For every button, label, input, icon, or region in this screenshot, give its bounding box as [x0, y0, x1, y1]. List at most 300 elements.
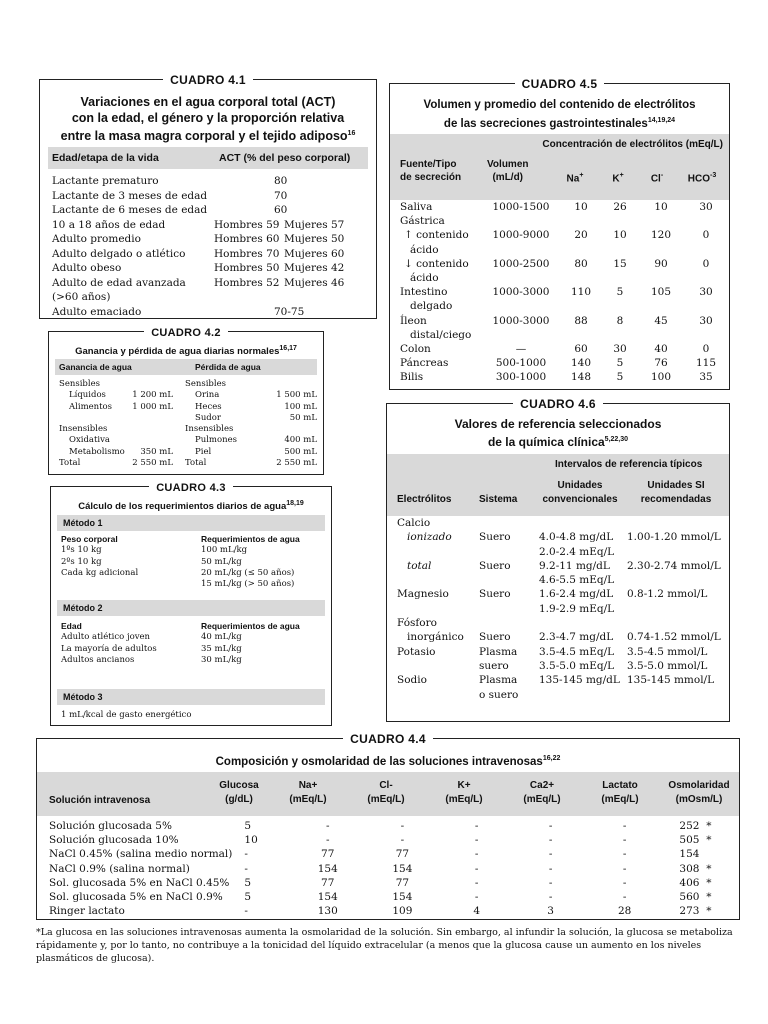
- column-header-line: K+: [457, 780, 471, 791]
- table-cell: 10: [244, 834, 258, 847]
- table-cell: -: [325, 820, 330, 832]
- table-cell: [259, 379, 317, 390]
- table-cell: 76: [654, 357, 668, 370]
- table-cell: Hombres 60: [214, 233, 280, 245]
- table-cell: 500 mL: [284, 446, 317, 457]
- table-cell: 45: [654, 314, 668, 327]
- osmolarity-value: 308: [679, 862, 700, 875]
- table-cell: 3.5-4.5 mEq/L: [539, 645, 615, 658]
- table-cell: Metabolismo: [69, 446, 125, 457]
- table-cell: Mujeres 50: [284, 233, 345, 245]
- table-cell: Adulto delgado o atlético: [52, 247, 186, 260]
- table-cell: -: [548, 876, 553, 889]
- table-cell: 1 500 mL: [276, 390, 317, 401]
- table-cell: 70-75: [274, 305, 305, 318]
- table-cell: (>60 años): [52, 291, 111, 303]
- table-cell: distal/ciego: [410, 328, 472, 341]
- table-cell: 2 550 mL: [132, 458, 173, 469]
- table-4-2-title: Ganancia y pérdida de agua diarias normales$^{16,17}$: [75, 345, 297, 358]
- table-cell: [627, 688, 727, 702]
- table-cell: [539, 688, 627, 702]
- table-cell: 135-145 mg/dL: [539, 674, 620, 687]
- table-row: [52, 203, 372, 218]
- table-cell: Adultos ancianos: [61, 654, 135, 665]
- table-cell: ácido: [410, 243, 439, 256]
- table-cell: [640, 299, 682, 313]
- column-header: [269, 779, 347, 807]
- table-cell: [284, 290, 372, 305]
- table-cell: Alimentos: [69, 401, 113, 412]
- table-row: [52, 232, 372, 247]
- table-cell: [627, 616, 727, 630]
- table-row: [49, 876, 729, 890]
- table-cell: [682, 243, 730, 257]
- table-cell: 400 mL: [284, 435, 317, 446]
- table-cell: [480, 214, 562, 228]
- table-cell: 90: [654, 257, 668, 270]
- table-cell: [479, 616, 539, 630]
- table-row: [397, 559, 727, 573]
- column-header: [581, 779, 659, 807]
- table-row: [397, 587, 727, 601]
- table-cell: [480, 243, 562, 257]
- table-cell: Adulto promedio: [52, 233, 141, 245]
- method-2-bar: Método 2: [57, 600, 325, 616]
- table-cell: -: [622, 820, 627, 832]
- table-4-4-caption: CUADRO 4.4: [37, 730, 739, 747]
- table-cell: 5: [616, 371, 624, 384]
- table-4-1-header: Edad/etapa de la vida ACT (% del peso corporal): [48, 147, 368, 169]
- table-cell: Solución glucosada 10%: [49, 834, 179, 847]
- col-na: Na+: [566, 172, 584, 185]
- table-cell: [627, 545, 727, 559]
- table-cell: suero: [479, 659, 509, 672]
- col-cl: Cl-: [650, 172, 664, 185]
- table-cell: 10: [613, 229, 627, 242]
- table-cell: Suero: [479, 588, 511, 601]
- table-cell: Gástrica: [400, 215, 445, 228]
- table-row: [400, 214, 730, 228]
- table-cell: [129, 413, 181, 424]
- table-cell: 1000-3000: [492, 286, 550, 299]
- table-cell: 0: [702, 257, 710, 270]
- table-cell: 100 mL: [284, 401, 317, 412]
- table-cell: o suero: [479, 688, 519, 701]
- table-cell: Requerimientos de agua: [201, 534, 300, 544]
- table-cell: 30: [699, 314, 713, 327]
- column-header-unit: (mEq/L): [601, 794, 639, 805]
- table-row: [400, 271, 730, 285]
- table-cell: 5: [244, 876, 252, 889]
- table-cell: -: [244, 862, 248, 875]
- table-cell: Íleon: [400, 314, 427, 327]
- osmolarity-cell: [662, 862, 729, 876]
- table-row: [61, 632, 321, 643]
- table-4-1: [39, 73, 377, 319]
- table-cell: Hombres 50: [214, 262, 280, 274]
- table-4-5-caption: CUADRO 4.5: [390, 75, 729, 92]
- table-4-1-title: Variaciones en el agua corporal total (ACT) con la edad, el género y la proporción relativa entre la masa magra corporal y el tejido adiposo$^{16}$: [60, 95, 356, 144]
- table-4-3: [50, 482, 332, 726]
- table-cell: [129, 379, 181, 390]
- table-4-1-body: [52, 174, 372, 319]
- table-cell: 154: [317, 862, 338, 875]
- table-cell: 77: [395, 876, 410, 889]
- table-row: [400, 200, 730, 214]
- table-cell: 15 mL/kg (> 50 años): [201, 579, 295, 590]
- table-cell: 1000-9000: [492, 229, 550, 242]
- table-cell: 154: [392, 891, 413, 904]
- table-cell: [480, 299, 562, 313]
- table-cell: [627, 573, 727, 587]
- table-row: [49, 819, 729, 833]
- table-4-3-title: Cálculo de los requerimientos diarios de agua$^{18,19}$: [78, 500, 304, 513]
- table-cell: -: [622, 862, 627, 875]
- table-cell: Total: [59, 458, 81, 469]
- table-cell: Lactante de 6 meses de edad: [52, 204, 208, 216]
- table-4-1-caption: CUADRO 4.1: [40, 71, 376, 88]
- column-header: [209, 779, 269, 807]
- table-4-6: [386, 397, 730, 722]
- table-cell: [539, 616, 627, 630]
- column-header: [347, 779, 425, 807]
- table-cell: 8: [616, 314, 624, 327]
- table-cell: 2.3-4.7 mg/dL: [539, 631, 614, 644]
- table-cell: Adulto obeso: [52, 262, 122, 274]
- table-row: [400, 314, 730, 328]
- table-cell: 70: [274, 189, 288, 202]
- column-header-line: Solución intravenosa: [49, 795, 151, 806]
- table-cell: -: [244, 848, 248, 861]
- table-row: [59, 447, 317, 458]
- table-cell: —: [515, 343, 527, 356]
- table-cell: 4.6-5.5 mEq/L: [539, 574, 615, 587]
- osmolarity-cell: [662, 890, 729, 904]
- table-row: [52, 261, 372, 276]
- table-cell: 109: [392, 905, 413, 918]
- table-row: [59, 435, 317, 446]
- table-4-2-header: Ganancia de agua Pérdida de agua: [55, 359, 317, 375]
- osmolarity-cell: [662, 833, 729, 847]
- table-cell: [397, 688, 479, 702]
- table-cell: 120: [650, 229, 672, 242]
- table-cell: 50 mL: [289, 412, 317, 423]
- osmolarity-value: 252: [679, 820, 700, 832]
- table-row: [59, 390, 317, 401]
- table-cell: 5: [244, 891, 252, 904]
- table-cell: Lactante prematuro: [52, 175, 159, 187]
- osmolarity-value: 154: [679, 848, 700, 861]
- table-4-5-body: [400, 200, 730, 385]
- table-cell: -: [622, 834, 627, 847]
- footnote-marker: *: [706, 905, 712, 918]
- col-hco3: $HCO^{-3}$: [687, 172, 717, 185]
- table-row: [61, 557, 321, 568]
- table-cell: [627, 602, 727, 616]
- table-cell: -: [400, 820, 405, 832]
- table-row: [397, 573, 727, 587]
- table-cell: Mujeres 42: [284, 262, 345, 274]
- column-header: [49, 794, 209, 808]
- table-4-5: [389, 77, 730, 390]
- table-cell: -: [622, 891, 627, 904]
- method-1-bar: Método 1: [57, 515, 325, 531]
- table-cell: 15: [613, 257, 627, 270]
- table-4-4: [36, 732, 740, 920]
- table-cell: -: [622, 848, 627, 861]
- table-cell: 300-1000: [495, 371, 547, 384]
- table-cell: Sensibles: [59, 379, 100, 389]
- column-header-unit: (mEq/L): [445, 794, 483, 805]
- table-cell: Suero: [479, 559, 511, 572]
- table-cell: Total: [185, 458, 207, 469]
- table-cell: [214, 290, 284, 305]
- table-cell: Edad: [61, 621, 82, 631]
- table-cell: -: [622, 876, 627, 889]
- table-row: [49, 862, 729, 876]
- table-cell: NaCl 0.45% (salina medio normal): [49, 848, 233, 861]
- table-row: [397, 630, 727, 644]
- table-cell: 1.9-2.9 mEq/L: [539, 602, 615, 615]
- table-cell: 30: [613, 343, 627, 356]
- osmolarity-cell: [662, 847, 729, 861]
- table-cell: delgado: [410, 300, 453, 313]
- table-row: [52, 276, 372, 291]
- table-cell: Orina: [195, 390, 220, 401]
- table-row: [400, 328, 730, 342]
- table-4-6-header: Intervalos de referencia típicos Electrólitos Sistema Unidades convencionales Unidades SI recomendadas: [387, 454, 729, 516]
- table-row: [400, 342, 730, 356]
- table-cell: 1000-1500: [492, 201, 550, 213]
- table-cell: [479, 516, 539, 530]
- table-cell: -: [548, 834, 553, 847]
- table-cell: [129, 435, 181, 446]
- table-cell: 9.2-11 mg/dL: [539, 559, 610, 572]
- table-cell: [129, 424, 181, 435]
- table-row: [49, 847, 729, 861]
- table-cell: [640, 214, 682, 228]
- table-cell: 0: [702, 229, 710, 242]
- table-cell: [682, 328, 730, 342]
- osmolarity-value: 505: [679, 834, 700, 847]
- table-row: [61, 655, 321, 666]
- table-row: [397, 545, 727, 559]
- table-cell: Piel: [195, 446, 212, 457]
- table-cell: 154: [392, 862, 413, 875]
- table-cell: [682, 271, 730, 285]
- table-cell: -: [548, 862, 553, 875]
- table-cell: 1.00-1.20 mmol/L: [627, 531, 721, 544]
- column-header: [503, 779, 581, 807]
- table-cell: Sol. glucosada 5% en NaCl 0.9%: [49, 891, 223, 904]
- table-cell: Plasma: [479, 674, 518, 687]
- table-row: [397, 673, 727, 687]
- table-row: [400, 370, 730, 384]
- table-row: [49, 904, 729, 918]
- table-row: [59, 379, 317, 390]
- table-cell: Insensibles: [59, 424, 108, 435]
- table-4-5-title: Volumen y promedio del contenido de electrólitos de las secreciones gastrointestinales$^{14,19,24}$: [423, 99, 696, 130]
- table-cell: 40 mL/kg: [201, 632, 242, 643]
- table-row: [52, 290, 372, 305]
- table-cell: 30: [699, 201, 713, 213]
- table-cell: 40: [654, 343, 668, 356]
- osmolarity-cell: [662, 904, 729, 918]
- table-cell: 88: [574, 314, 588, 327]
- table-row: [61, 568, 321, 579]
- table-row: [400, 285, 730, 299]
- table-cell: [600, 271, 640, 285]
- table-row: [400, 356, 730, 370]
- osmolarity-value: 406: [679, 876, 700, 889]
- table-cell: Mujeres 60: [284, 247, 345, 260]
- table-cell: 130: [317, 905, 338, 918]
- table-cell: 4: [473, 905, 481, 918]
- table-cell: 0: [702, 343, 710, 356]
- table-cell: Líquidos: [69, 390, 106, 401]
- table-4-6-title: Valores de referencia seleccionados de la química clínica$^{5,22,30}$: [454, 417, 662, 449]
- table-cell: 1 200 mL: [132, 390, 173, 401]
- table-cell: [640, 243, 682, 257]
- table-cell: 2.0-2.4 mEq/L: [539, 545, 615, 558]
- table-cell: La mayoría de adultos: [61, 643, 157, 654]
- table-cell: Calcio: [397, 517, 431, 529]
- table-cell: Ringer lactato: [49, 905, 125, 918]
- table-cell: -: [474, 820, 479, 832]
- column-header-unit: (mEq/L): [289, 794, 327, 805]
- table-4-4-body: [49, 819, 729, 918]
- table-row: [61, 644, 321, 655]
- table-row: [397, 659, 727, 673]
- table-cell: -: [548, 820, 553, 832]
- osmolarity-cell: [662, 876, 729, 890]
- table-cell: 100 mL/kg: [201, 545, 248, 556]
- table-cell: Peso corporal: [61, 534, 118, 544]
- table-4-6-body: [397, 516, 727, 702]
- table-cell: -: [474, 891, 479, 904]
- table-cell: 60: [574, 343, 588, 356]
- table-cell: [562, 299, 600, 313]
- osmolarity-value: 273: [679, 905, 700, 918]
- table-row: [59, 402, 317, 413]
- table-cell: 1ºs 10 kg: [61, 545, 102, 556]
- table-cell: [627, 516, 727, 530]
- table-cell: [479, 573, 539, 587]
- table-cell: [397, 573, 479, 587]
- table-cell: Potasio: [397, 645, 436, 658]
- col-k: K+: [612, 172, 624, 185]
- table-cell: Páncreas: [400, 357, 449, 370]
- table-4-4-header: [37, 772, 739, 816]
- table-cell: 5: [616, 357, 624, 370]
- footnote-marker: *: [706, 891, 712, 904]
- table-cell: [562, 243, 600, 257]
- table-cell: -: [474, 862, 479, 875]
- table-cell: -: [548, 848, 553, 861]
- table-cell: Solución glucosada 5%: [49, 820, 172, 832]
- table-cell: 0.8-1.2 mmol/L: [627, 588, 708, 601]
- table-cell: [61, 579, 201, 590]
- table-row: [61, 534, 321, 545]
- table-cell: [397, 545, 479, 559]
- table-cell: [600, 328, 640, 342]
- table-cell: Hombres 59: [214, 218, 280, 231]
- table-cell: 1 000 mL: [132, 401, 173, 412]
- table-cell: 1.6-2.4 mg/dL: [539, 588, 614, 601]
- table-cell: -: [244, 905, 248, 918]
- table-cell: [562, 214, 600, 228]
- table-row: [52, 218, 372, 233]
- table-cell: Magnesio: [397, 588, 449, 601]
- table-cell: [539, 516, 627, 530]
- method-2-table: [61, 621, 321, 666]
- table-cell: 28: [618, 905, 632, 918]
- table-cell: Adulto atlético joven: [61, 632, 151, 643]
- table-cell: Sodio: [397, 674, 427, 687]
- table-cell: inorgánico: [407, 631, 464, 644]
- table-cell: 10: [574, 201, 588, 213]
- footnote-marker: *: [706, 876, 712, 889]
- table-cell: [479, 545, 539, 559]
- table-cell: 77: [321, 848, 335, 861]
- table-cell: [480, 328, 562, 342]
- table-4-4-title: Composición y osmolaridad de las soluciones intravenosas$^{16,22}$: [215, 755, 561, 768]
- table-cell: 77: [395, 848, 410, 861]
- table-cell: -: [474, 876, 479, 889]
- table-cell: [600, 299, 640, 313]
- table-row: [400, 257, 730, 271]
- table-4-5-header: Concentración de electrólitos (mEq/L) Fuente/Tipo de secreción Volumen (mL/d) Na+ K+ Cl- $HCO^{-3}$: [390, 134, 729, 200]
- column-header-line: Glucosa: [219, 780, 259, 791]
- table-cell: 26: [613, 201, 627, 213]
- table-cell: 3.5-5.0 mEq/L: [539, 659, 615, 672]
- osmolarity-value: 560: [679, 891, 700, 904]
- table-cell: [682, 299, 730, 313]
- table-row: [61, 621, 321, 632]
- table-4-2-caption: CUADRO 4.2: [49, 323, 323, 341]
- table-cell: [397, 659, 479, 673]
- table-cell: 3: [547, 905, 554, 918]
- table-cell: -: [325, 834, 330, 847]
- table-cell: 100: [650, 371, 672, 384]
- table-cell: -: [400, 834, 405, 847]
- table-4-6-caption: CUADRO 4.6: [387, 395, 729, 412]
- table-cell: [600, 243, 640, 257]
- table-cell: 1000-3000: [492, 314, 550, 327]
- table-cell: 105: [650, 286, 672, 299]
- table-cell: 2 550 mL: [276, 458, 317, 469]
- table-row: [52, 247, 372, 262]
- table-cell: Intestino: [400, 286, 448, 299]
- table-cell: Requerimientos de agua: [201, 621, 300, 631]
- footnote-marker: *: [706, 862, 712, 875]
- table-cell: Colon: [400, 343, 431, 356]
- table-cell: Hombres 52: [214, 276, 280, 289]
- table-cell: 20 mL/kg (≤ 50 años): [201, 567, 295, 578]
- table-row: [400, 228, 730, 242]
- table-cell: Sensibles: [185, 379, 226, 389]
- table-cell: Cada kg adicional: [61, 567, 139, 578]
- table-cell: 30: [699, 286, 713, 299]
- table-row: [397, 602, 727, 616]
- table-cell: 3.5-5.0 mmol/L: [627, 659, 708, 672]
- table-row: [49, 890, 729, 904]
- table-cell: [480, 271, 562, 285]
- table-row: [52, 174, 372, 189]
- table-cell: Saliva: [400, 201, 433, 213]
- table-cell: 2.30-2.74 mmol/L: [627, 559, 721, 572]
- table-cell: 110: [570, 286, 592, 299]
